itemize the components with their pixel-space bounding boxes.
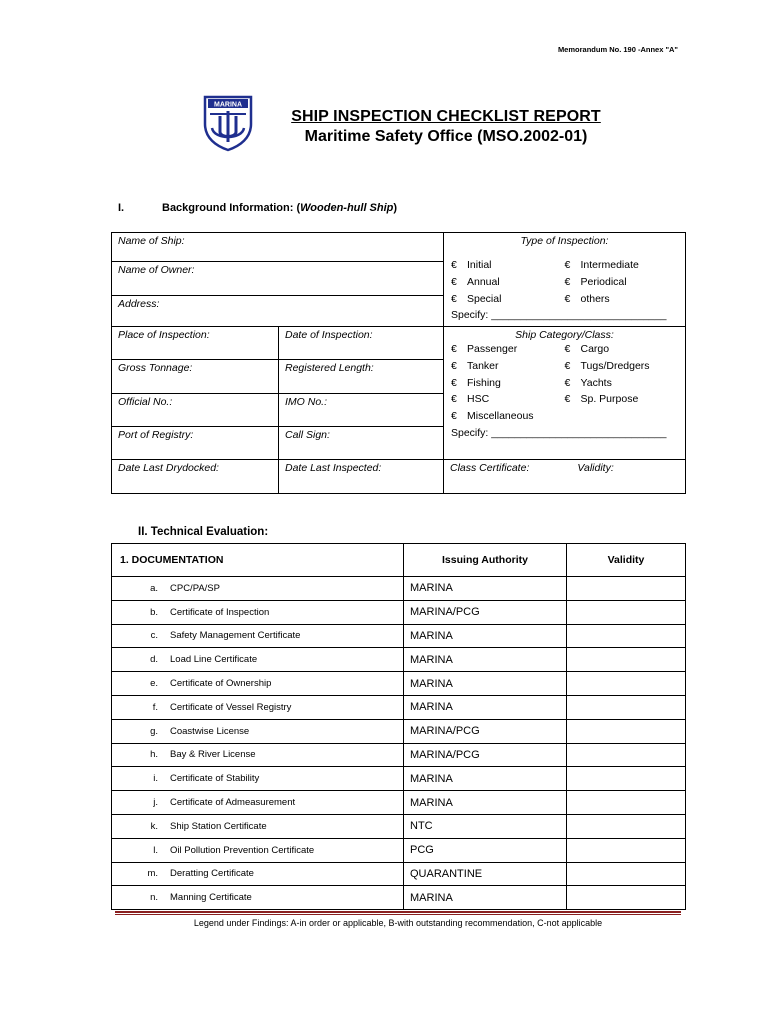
table-row — [112, 695, 686, 719]
document-name: Certificate of Admeasurement — [170, 797, 296, 809]
logo-text: MARINA — [214, 101, 242, 109]
validity-cell[interactable] — [567, 814, 686, 838]
issuing-authority-cell: NTC — [404, 814, 567, 838]
section-technical-heading: II. Technical Evaluation: — [138, 526, 269, 538]
validity-header: Validity — [567, 544, 686, 577]
class-certificate-field[interactable]: Class Certificate: Validity: — [444, 460, 686, 494]
document-name-cell — [112, 600, 404, 624]
document-name-cell — [112, 577, 404, 601]
item-letter: f. — [152, 701, 158, 713]
validity-cell[interactable] — [567, 862, 686, 886]
issuing-authority-cell: MARINA/PCG — [404, 719, 567, 743]
call-sign-field[interactable]: Call Sign: — [279, 427, 444, 460]
date-of-inspection-field[interactable]: Date of Inspection: — [279, 327, 444, 360]
type-of-inspection-header: Type of Inspection: — [520, 235, 609, 247]
issuing-authority-cell: MARINA — [404, 672, 567, 696]
option-tugs-dredgers[interactable]: € Tugs/Dredgers — [564, 359, 650, 372]
table-row — [112, 648, 686, 672]
official-no-field[interactable]: Official No.: — [112, 394, 279, 427]
document-name-cell — [112, 838, 404, 862]
section-number: I. — [118, 202, 125, 214]
title-block — [270, 108, 622, 146]
document-name-cell — [112, 743, 404, 767]
section-label: Background Information: ( — [162, 202, 301, 214]
item-letter: m. — [147, 868, 158, 880]
item-letter: d. — [150, 654, 158, 666]
registered-length-field[interactable]: Registered Length: — [279, 360, 444, 394]
documentation-table — [111, 543, 686, 910]
item-letter: i. — [153, 773, 158, 785]
section-hull-type: Wooden-hull Ship — [300, 202, 394, 214]
item-letter: j. — [153, 797, 158, 809]
option-tanker[interactable]: € Tanker — [451, 359, 499, 372]
section-background-heading — [118, 202, 397, 214]
imo-no-field[interactable]: IMO No.: — [279, 394, 444, 427]
issuing-authority-cell: PCG — [404, 838, 567, 862]
background-information-table — [111, 232, 686, 494]
port-of-registry-field[interactable]: Port of Registry: — [112, 427, 279, 460]
ship-category-cell — [444, 327, 686, 460]
findings-legend: Legend under Findings: A-in order or applicable, B-with outstanding recommendation, C-not applicable — [193, 918, 603, 928]
document-name-cell — [112, 624, 404, 648]
report-subtitle: Maritime Safety Office (MSO.2002-01) — [304, 128, 588, 145]
document-name: Bay & River License — [170, 749, 256, 761]
issuing-authority-header: Issuing Authority — [404, 544, 567, 577]
table-row — [112, 886, 686, 910]
document-name-cell — [112, 719, 404, 743]
option-initial[interactable]: € Initial — [451, 259, 492, 271]
option-cargo[interactable]: € Cargo — [564, 343, 610, 355]
issuing-authority-cell: MARINA/PCG — [404, 600, 567, 624]
table-row — [112, 672, 686, 696]
document-name: Certificate of Vessel Registry — [170, 701, 292, 713]
validity-cell[interactable] — [567, 695, 686, 719]
option-annual[interactable]: € Annual — [451, 275, 500, 288]
gross-tonnage-field[interactable]: Gross Tonnage: — [112, 360, 279, 394]
validity-label: Validity: — [577, 462, 614, 474]
document-name: Coastwise License — [170, 725, 250, 737]
validity-cell[interactable] — [567, 791, 686, 815]
document-name-cell — [112, 672, 404, 696]
issuing-authority-cell: QUARANTINE — [404, 862, 567, 886]
issuing-authority-cell: MARINA — [404, 624, 567, 648]
document-name: Oil Pollution Prevention Certificate — [170, 844, 315, 856]
option-passenger[interactable]: € Passenger — [451, 343, 518, 355]
issuing-authority-cell: MARINA — [404, 577, 567, 601]
validity-cell[interactable] — [567, 600, 686, 624]
item-letter: n. — [150, 892, 158, 904]
document-name-cell — [112, 886, 404, 910]
option-periodical[interactable]: € Periodical — [564, 275, 627, 288]
documentation-header: 1. DOCUMENTATION — [112, 544, 404, 577]
issuing-authority-cell: MARINA — [404, 886, 567, 910]
document-name-cell — [112, 695, 404, 719]
item-letter: l. — [153, 844, 158, 856]
ship-category-options — [451, 341, 678, 425]
document-name-cell — [112, 648, 404, 672]
document-name: Certificate of Inspection — [170, 606, 270, 618]
validity-cell[interactable] — [567, 886, 686, 910]
place-of-inspection-field[interactable]: Place of Inspection: — [112, 327, 279, 360]
document-name: Certificate of Stability — [170, 773, 260, 785]
category-specify-field[interactable]: Specify: ______________________________ — [451, 426, 667, 439]
option-sp-purpose[interactable]: € Sp. Purpose — [564, 393, 639, 406]
item-letter: h. — [150, 749, 158, 761]
document-name-cell — [112, 862, 404, 886]
validity-cell[interactable] — [567, 743, 686, 767]
date-last-inspected-field[interactable]: Date Last Inspected: — [279, 460, 444, 494]
document-name: Ship Station Certificate — [170, 820, 267, 832]
documentation-rows — [112, 577, 686, 910]
option-yachts[interactable]: € Yachts — [564, 376, 612, 389]
document-name: Certificate of Ownership — [170, 678, 272, 690]
validity-cell[interactable] — [567, 719, 686, 743]
option-intermediate[interactable]: € Intermediate — [564, 259, 639, 271]
document-name: Deratting Certificate — [170, 868, 254, 880]
type-of-inspection-options — [451, 257, 678, 307]
memorandum-number: Memorandum No. 190 -Annex "A" — [557, 45, 678, 54]
issuing-authority-cell: MARINA/PCG — [404, 743, 567, 767]
issuing-authority-cell: MARINA — [404, 767, 567, 791]
name-of-ship-field[interactable]: Name of Ship: — [112, 233, 444, 262]
document-name: CPC/PA/SP — [170, 582, 220, 594]
validity-cell[interactable] — [567, 624, 686, 648]
option-special[interactable]: € Special — [451, 292, 502, 305]
footer-rule-thin — [115, 914, 681, 915]
document-name: Safety Management Certificate — [170, 630, 301, 642]
table-row — [112, 577, 686, 601]
document-name: Load Line Certificate — [170, 654, 258, 666]
table-row — [112, 624, 686, 648]
issuing-authority-cell: MARINA — [404, 791, 567, 815]
table-row — [112, 814, 686, 838]
marina-logo — [202, 94, 254, 152]
item-letter: e. — [150, 678, 158, 690]
table-row — [112, 862, 686, 886]
name-of-owner-field[interactable]: Name of Owner: — [112, 262, 444, 296]
table-row — [112, 743, 686, 767]
table-row — [112, 791, 686, 815]
ship-category-header: Ship Category/Class: — [515, 329, 614, 341]
validity-cell[interactable] — [567, 648, 686, 672]
table-row — [112, 767, 686, 791]
date-last-drydocked-field[interactable]: Date Last Drydocked: — [112, 460, 279, 494]
table-row — [112, 600, 686, 624]
validity-cell[interactable] — [567, 767, 686, 791]
issuing-authority-cell: MARINA — [404, 695, 567, 719]
validity-cell[interactable] — [567, 577, 686, 601]
option-hsc[interactable]: € HSC — [451, 393, 490, 406]
footer-rule — [115, 911, 681, 913]
table-row — [112, 719, 686, 743]
option-miscellaneous[interactable]: € Miscellaneous — [451, 410, 534, 423]
item-letter: k. — [150, 820, 158, 832]
table-row — [112, 838, 686, 862]
document-name: Manning Certificate — [170, 892, 252, 904]
type-specify-field[interactable]: Specify: ______________________________ — [451, 309, 667, 322]
document-name-cell — [112, 791, 404, 815]
item-letter: a. — [150, 582, 158, 594]
validity-cell[interactable] — [567, 672, 686, 696]
item-letter: b. — [150, 606, 158, 618]
option-fishing[interactable]: € Fishing — [451, 376, 501, 389]
section-label-close: ) — [393, 202, 398, 214]
item-letter: c. — [150, 630, 158, 642]
type-of-inspection-cell — [444, 233, 686, 327]
issuing-authority-cell: MARINA — [404, 648, 567, 672]
report-title: SHIP INSPECTION CHECKLIST REPORT — [291, 108, 601, 125]
document-name-cell — [112, 767, 404, 791]
document-name-cell — [112, 814, 404, 838]
option-others[interactable]: € others — [564, 292, 610, 305]
address-field[interactable]: Address: — [112, 296, 444, 327]
item-letter: g. — [150, 725, 158, 737]
validity-cell[interactable] — [567, 838, 686, 862]
